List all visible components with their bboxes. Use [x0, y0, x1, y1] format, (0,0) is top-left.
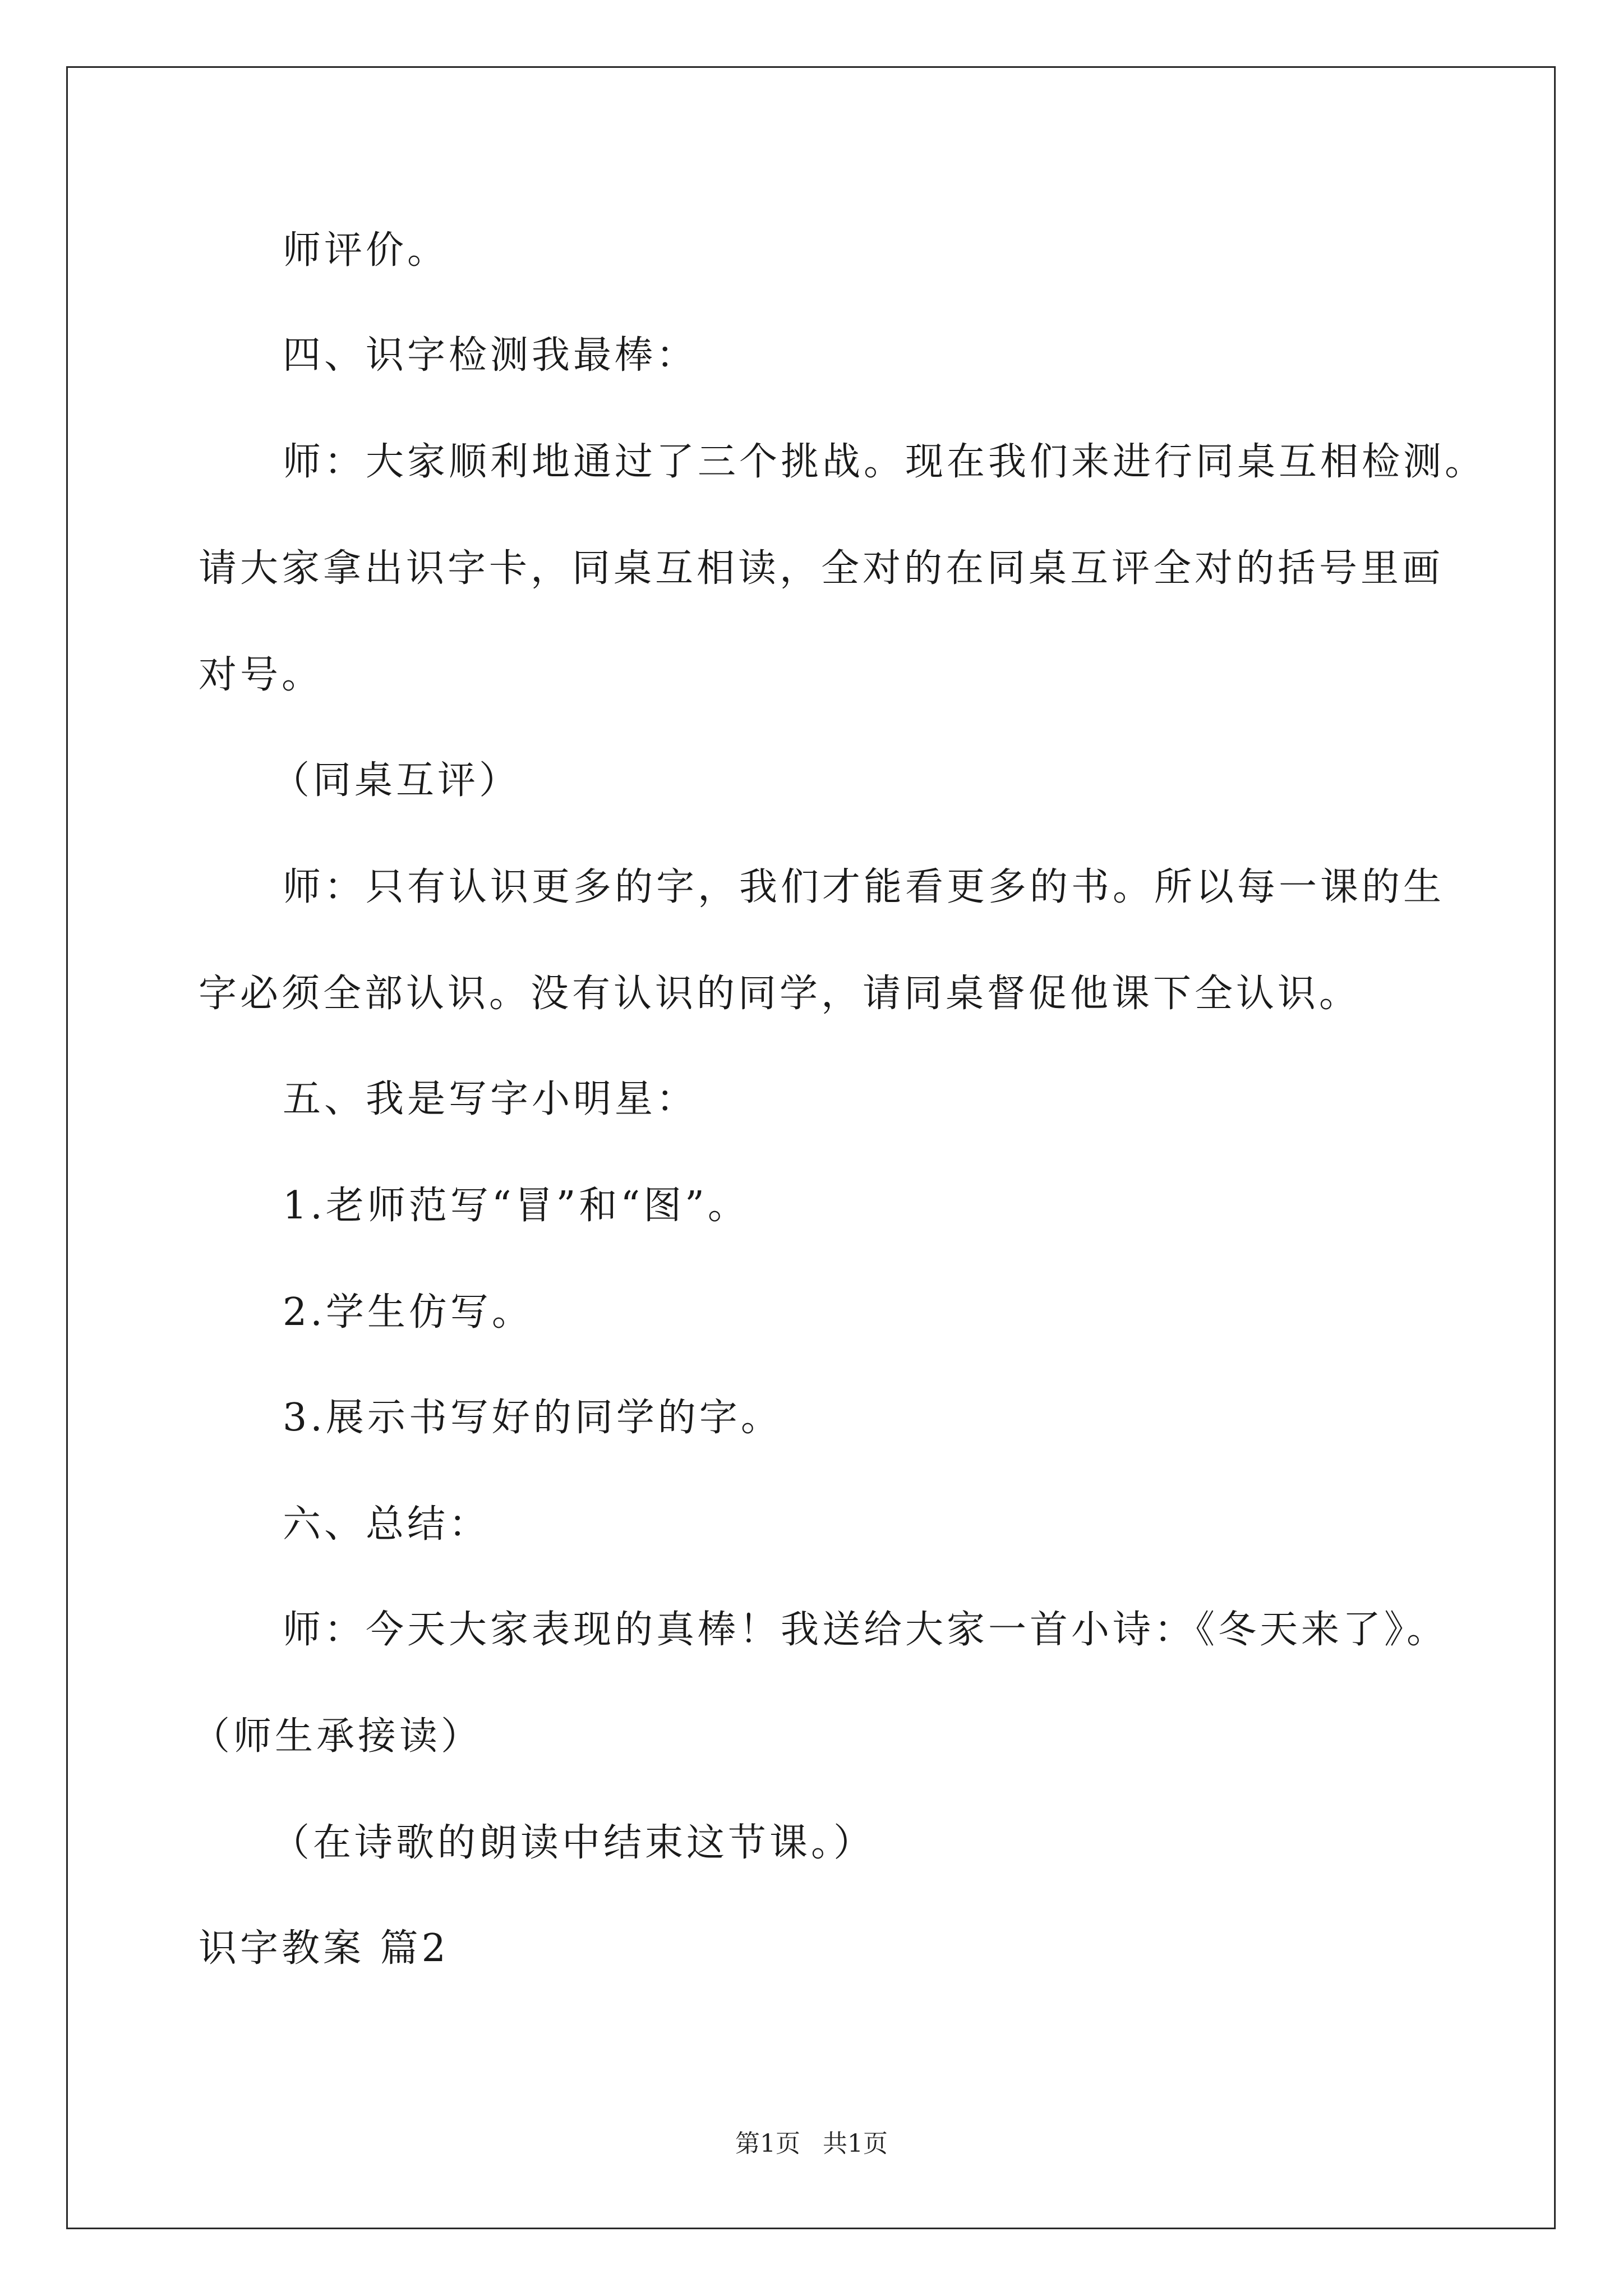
- page-count: 共1页: [823, 2129, 888, 2158]
- paragraph-line: 师评价。: [283, 228, 449, 273]
- paragraph-line: 字必须全部认识。没有认识的同学，请同桌督促他课下全认识。: [199, 972, 1361, 1016]
- list-item: 1.老师范写“冒”和“图”。: [283, 1184, 749, 1228]
- page-number: 第1页: [735, 2129, 800, 2158]
- paragraph-line: 请大家拿出识字卡，同桌互相读，全对的在同桌互评全对的括号里画: [199, 546, 1444, 591]
- section-heading: 四、识字检测我最棒：: [283, 333, 698, 378]
- section-title: 识字教案 篇2: [199, 1926, 449, 1971]
- section-heading: 五、我是写字小明星：: [283, 1077, 698, 1121]
- page-border: [66, 66, 1556, 2229]
- paragraph-line: （在诗歌的朗读中结束这节课。）: [271, 1821, 875, 1865]
- paragraph-line: 师：今天大家表现的真棒！我送给大家一首小诗：《冬天来了》。: [283, 1608, 1449, 1652]
- paragraph-line: 对号。: [199, 653, 324, 697]
- page-footer: [0, 2129, 1623, 2158]
- paragraph-line: （师生承接读）: [192, 1714, 483, 1759]
- section-heading: 六、总结：: [283, 1502, 491, 1547]
- paragraph-line: 师：大家顺利地通过了三个挑战。现在我们来进行同桌互相检测。: [283, 440, 1487, 484]
- paragraph-line: 师：只有认识更多的字，我们才能看更多的书。所以每一课的生: [283, 865, 1445, 909]
- list-item: 3.展示书写好的同学的字。: [283, 1396, 782, 1440]
- paragraph-line: （同桌互评）: [271, 758, 521, 803]
- list-item: 2.学生仿写。: [283, 1290, 533, 1335]
